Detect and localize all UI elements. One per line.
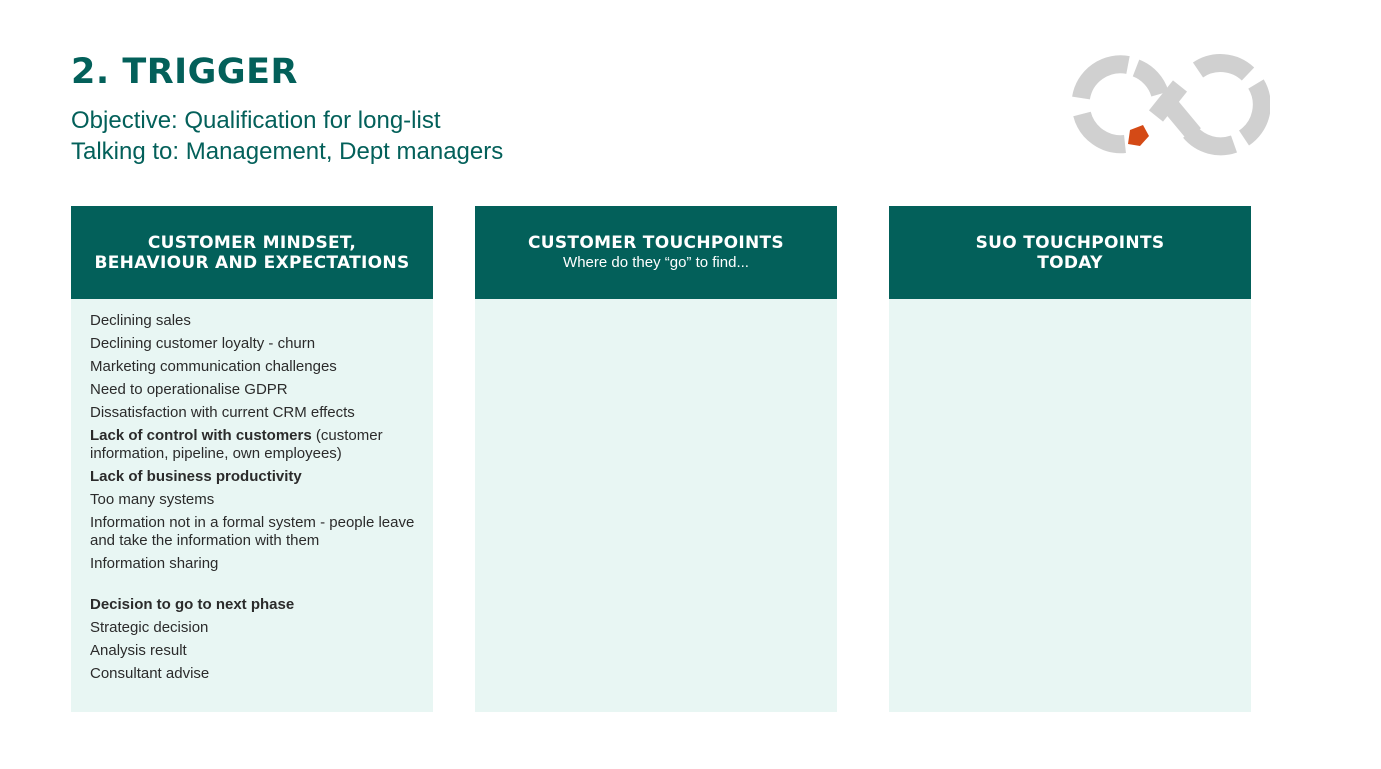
column-title-line1: CUSTOMER MINDSET, bbox=[147, 232, 357, 253]
list-item-text: Consultant advise bbox=[90, 665, 210, 682]
logo-right-ring-bottom bbox=[1190, 132, 1234, 146]
list-item-bold: Decision to go to next phase bbox=[90, 596, 295, 613]
talking-to-text: Talking to: Management, Dept managers bbox=[71, 138, 504, 165]
list-item-text: Too many systems bbox=[90, 491, 215, 508]
list-item-bold: Lack of control with customers bbox=[90, 427, 312, 444]
infinity-loop-logo bbox=[1068, 52, 1270, 157]
list-item bbox=[90, 358, 423, 376]
column-subtitle: Where do they “go” to find... bbox=[563, 254, 749, 271]
column-header bbox=[475, 206, 837, 299]
list-item-text: Dissatisfaction with current CRM effects bbox=[90, 404, 355, 421]
list-item bbox=[90, 596, 423, 614]
list-item-text: Marketing communication challenges bbox=[90, 358, 337, 375]
list-item-text: Strategic decision bbox=[90, 619, 209, 636]
list-item bbox=[90, 514, 423, 550]
list-item-text: Information sharing bbox=[90, 555, 219, 572]
objective-text: Objective: Qualification for long-list bbox=[71, 107, 441, 134]
list-item-text: (customer information, pipeline, own employees) bbox=[90, 427, 383, 462]
column-header bbox=[889, 206, 1251, 299]
column-customer-mindset bbox=[71, 206, 433, 712]
list-item bbox=[90, 404, 423, 422]
list-item-text: Need to operationalise GDPR bbox=[90, 381, 288, 398]
logo-right-ring-top bbox=[1198, 63, 1248, 74]
list-item bbox=[90, 642, 423, 660]
list-item bbox=[90, 665, 423, 683]
column-suo-touchpoints bbox=[889, 206, 1251, 712]
column-title-line2: BEHAVIOUR AND EXPECTATIONS bbox=[94, 252, 410, 273]
list-item bbox=[90, 619, 423, 637]
logo-left-ring-top bbox=[1081, 64, 1128, 98]
column-header bbox=[71, 206, 433, 299]
list-item-text: Information not in a formal system - people leave and take the information with them bbox=[90, 514, 415, 549]
logo-left-ring-bottom bbox=[1082, 114, 1125, 144]
logo-right-ring-right bbox=[1244, 84, 1262, 138]
logo-accent-segment bbox=[1128, 125, 1149, 146]
logo-left-ring-right bbox=[1136, 68, 1160, 94]
column-customer-touchpoints bbox=[475, 206, 837, 712]
list-item bbox=[90, 312, 423, 330]
list-item bbox=[90, 468, 423, 486]
mindset-list bbox=[71, 299, 433, 683]
list-item bbox=[90, 381, 423, 399]
column-title-line2: TODAY bbox=[1037, 252, 1103, 273]
list-item-bold: Lack of business productivity bbox=[90, 468, 302, 485]
list-item-text: Declining customer loyalty - churn bbox=[90, 335, 316, 352]
list-item-text: Analysis result bbox=[90, 642, 187, 659]
list-item bbox=[90, 555, 423, 573]
column-title-line1: SUO TOUCHPOINTS bbox=[975, 232, 1165, 253]
list-item-text: Declining sales bbox=[90, 312, 191, 329]
page-title: 2. TRIGGER bbox=[71, 52, 298, 92]
column-title-line1: CUSTOMER TOUCHPOINTS bbox=[528, 233, 784, 253]
list-item bbox=[90, 427, 423, 463]
list-item bbox=[90, 491, 423, 509]
list-item bbox=[90, 335, 423, 353]
